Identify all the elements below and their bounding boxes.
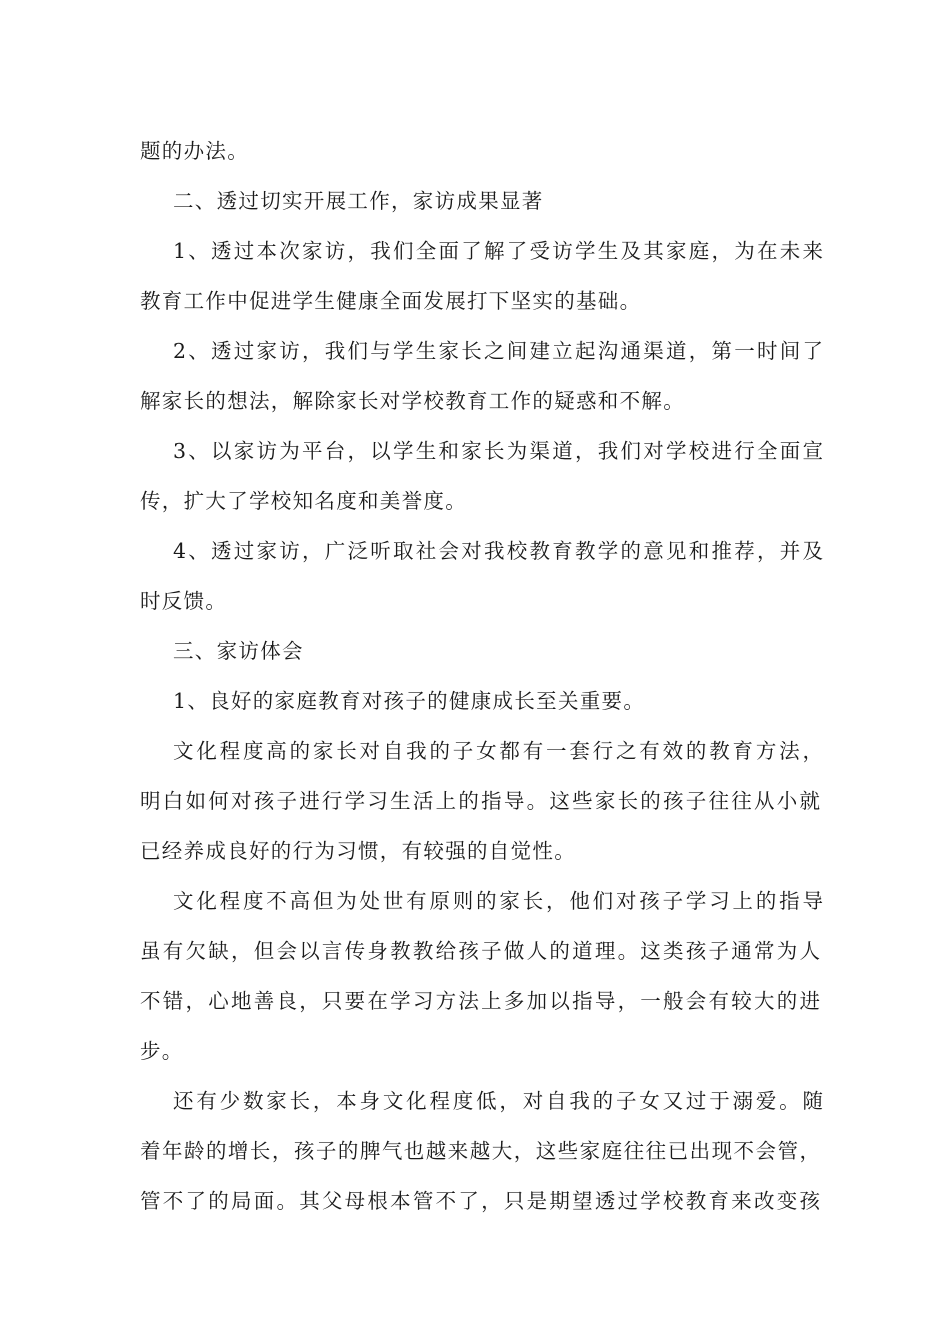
- text-line-3: 1、透过本次家访，我们全面了解了受访学生及其家庭，为在未来: [173, 239, 823, 263]
- text-line-15: 已经养成良好的行为习惯，有较强的自觉性。: [140, 839, 576, 863]
- text-line-7: 3、以家访为平台，以学生和家长为渠道，我们对学校进行全面宣: [173, 439, 823, 463]
- text-line-22: 管不了的局面。其父母根本管不了，只是期望透过学校教育来改变孩: [140, 1189, 820, 1213]
- text-line-17: 虽有欠缺，但会以言传身教教给孩子做人的道理。这类孩子通常为人: [140, 939, 820, 963]
- text-line-9: 4、透过家访，广泛听取社会对我校教育教学的意见和推荐，并及: [173, 539, 823, 563]
- text-line-6: 解家长的想法，解除家长对学校教育工作的疑惑和不解。: [140, 389, 685, 413]
- text-line-1: 题的办法。: [140, 139, 249, 163]
- text-line-14: 明白如何对孩子进行学习生活上的指导。这些家长的孩子往往从小就: [140, 789, 820, 813]
- text-line-13: 文化程度高的家长对自我的子女都有一套行之有效的教育方法，: [173, 739, 823, 763]
- text-line-10: 时反馈。: [140, 589, 228, 613]
- text-line-21: 着年龄的增长，孩子的脾气也越来越大，这些家庭往往已出现不会管，: [140, 1139, 820, 1163]
- text-line-18: 不错，心地善良，只要在学习方法上多加以指导，一般会有较大的进: [140, 989, 820, 1013]
- section-heading-3: 三、家访体会: [173, 639, 304, 663]
- text-line-20: 还有少数家长，本身文化程度低，对自我的子女又过于溺爱。随: [173, 1089, 823, 1113]
- text-line-4: 教育工作中促进学生健康全面发展打下坚实的基础。: [140, 289, 642, 313]
- text-line-19: 步。: [140, 1039, 184, 1063]
- text-line-8: 传，扩大了学校知名度和美誉度。: [140, 489, 467, 513]
- section-heading-2: 二、透过切实开展工作，家访成果显著: [173, 189, 544, 213]
- text-line-5: 2、透过家访，我们与学生家长之间建立起沟通渠道，第一时间了: [173, 339, 823, 363]
- text-line-16: 文化程度不高但为处世有原则的家长，他们对孩子学习上的指导: [173, 889, 823, 913]
- text-line-12: 1、良好的家庭教育对孩子的健康成长至关重要。: [173, 689, 646, 713]
